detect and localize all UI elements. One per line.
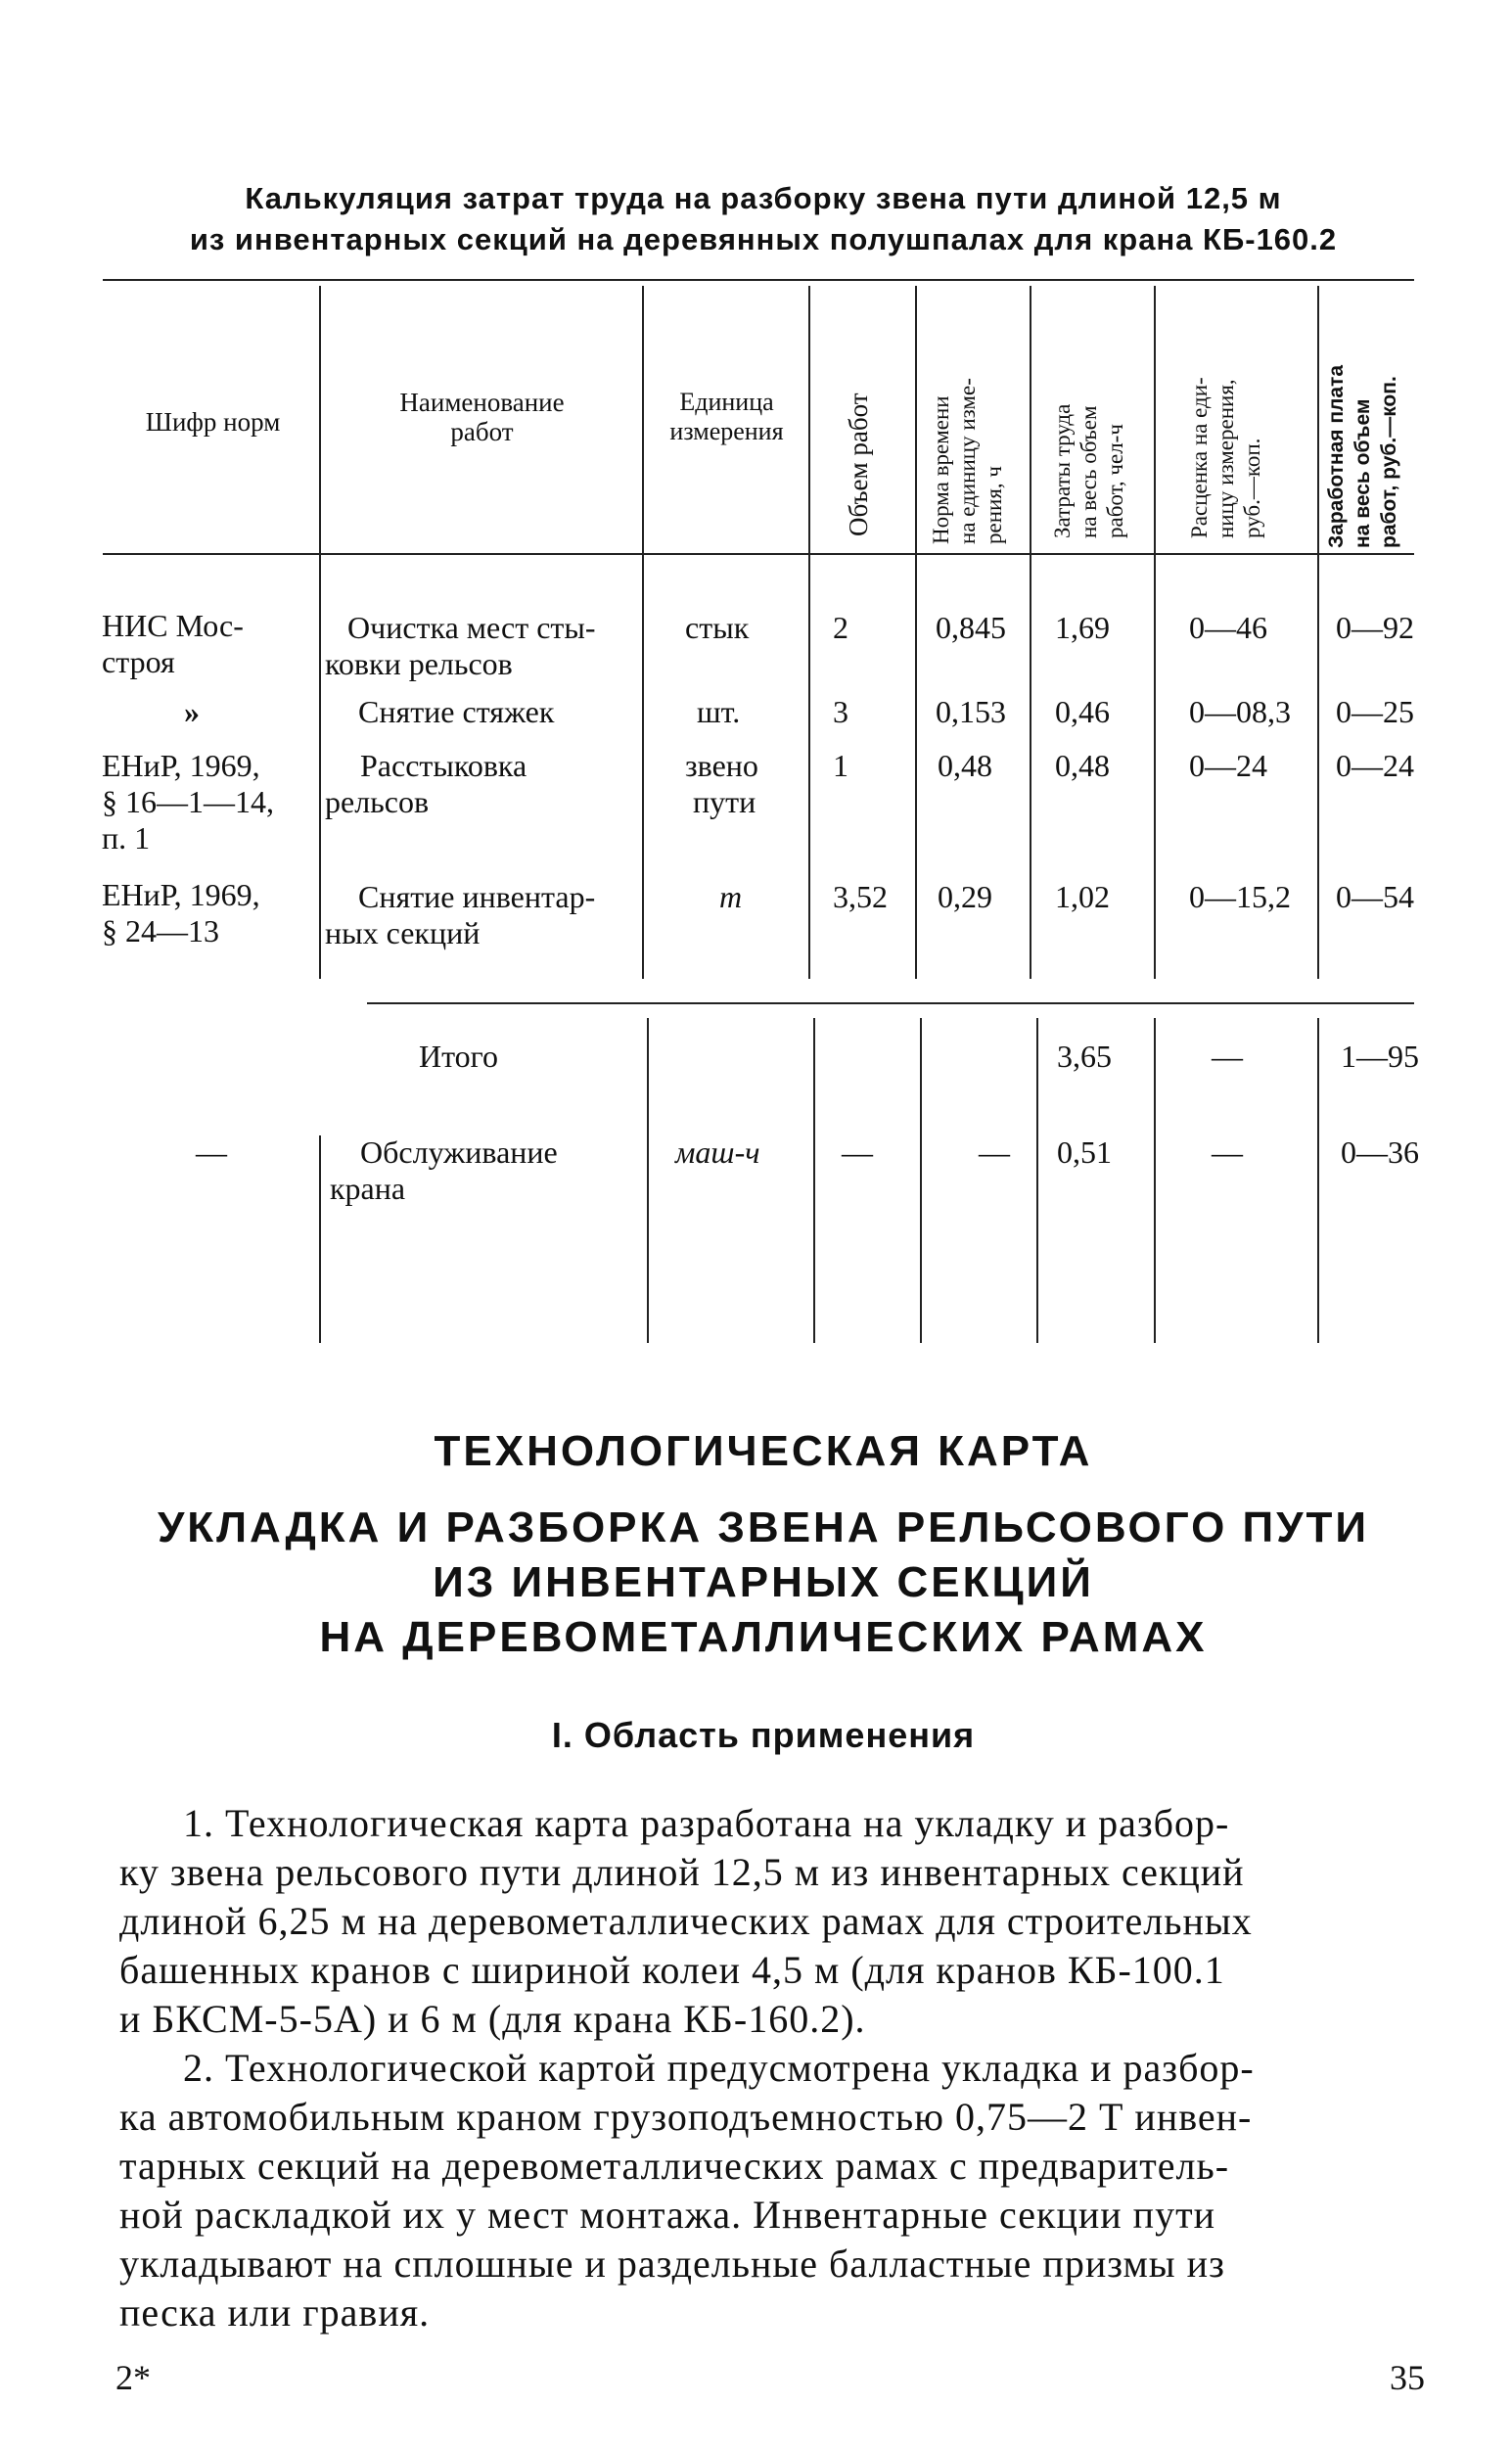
row4-norm: 0,29: [938, 879, 992, 914]
row4-name-2: ных секций: [325, 915, 481, 950]
row3-code-2: § 16—1—14,: [102, 784, 274, 819]
crane-unit: маш-ч: [675, 1134, 760, 1170]
header-volume: Объем работ: [844, 393, 873, 536]
row4-unit: т: [719, 879, 743, 914]
total-wage: 1—95: [1341, 1039, 1419, 1074]
document-title: [117, 1424, 1409, 1665]
p2-line-3: тарных секций на деревометаллических рамах с предваритель-: [119, 2144, 1230, 2188]
signature-mark: 2*: [115, 2358, 151, 2397]
row3-code-1: ЕНиР, 1969,: [102, 748, 260, 783]
p1-line-2: ку звена рельсового пути длиной 12,5 м из инвентарных секций: [119, 1850, 1245, 1894]
title-line-2: УКЛАДКА И РАЗБОРКА ЗВЕНА РЕЛЬСОВОГО ПУТИ: [157, 1503, 1370, 1551]
header-name-line-1: Наименование: [399, 388, 565, 417]
p2-line-5: укладывают на сплошные и раздельные балластные призмы из: [119, 2242, 1225, 2286]
p1-line-5: и БКСМ-5-5А) и 6 м (для крана КБ-160.2).: [119, 1997, 866, 2041]
row3-volume: 1: [833, 748, 848, 783]
title-line-3: ИЗ ИНВЕНТАРНЫХ СЕКЦИЙ: [433, 1558, 1094, 1606]
header-unit: [646, 388, 807, 446]
crane-rate: —: [1212, 1134, 1243, 1170]
total-labor: 3,65: [1057, 1039, 1112, 1074]
row4-code-2: § 24—13: [102, 913, 219, 948]
row4-wage: 0—54: [1336, 879, 1414, 914]
row4-volume: 3,52: [833, 879, 888, 914]
row3-name-2: рельсов: [325, 784, 430, 819]
p1-line-1: 1. Технологическая карта разработана на укладку и разбор-: [183, 1801, 1230, 1845]
crane-wage: 0—36: [1341, 1134, 1419, 1170]
row2-name-1: Снятие стяжек: [358, 694, 555, 729]
row4-labor: 1,02: [1055, 879, 1110, 914]
row1-code-2: строя: [102, 644, 175, 679]
row3-norm: 0,48: [938, 748, 992, 783]
p2-line-4: ной раскладкой их у мест монтажа. Инвентарные секции пути: [119, 2193, 1215, 2237]
header-labor-line-1: Затраты труда: [1050, 403, 1075, 538]
crane-norm: —: [979, 1134, 1010, 1170]
header-wage: [1323, 365, 1402, 548]
header-rate: [1186, 377, 1265, 538]
row2-code-ditto: »: [184, 694, 200, 729]
row1-wage: 0—92: [1336, 610, 1414, 645]
row3-rate: 0—24: [1189, 748, 1267, 783]
header-name-line-2: работ: [450, 417, 514, 446]
section-heading: I. Область применения: [551, 1715, 976, 1755]
header-norm-line-1: Норма времени: [929, 395, 953, 544]
title-line-4: НА ДЕРЕВОМЕТАЛЛИЧЕСКИХ РАМАХ: [319, 1613, 1208, 1661]
crane-volume: —: [842, 1134, 873, 1170]
row3-name-1: Расстыковка: [360, 748, 527, 783]
header-rate-line-2: ницу измерения,: [1214, 379, 1238, 538]
crane-code: —: [196, 1134, 227, 1170]
header-norm: [928, 378, 1007, 544]
header-wage-line-3: работ, руб.—коп.: [1378, 376, 1400, 548]
caption-line-2: из инвентарных секций на деревянных полушпалах для крана КБ-160.2: [189, 222, 1338, 256]
row2-norm: 0,153: [936, 694, 1006, 729]
caption-line-1: Калькуляция затрат труда на разборку звена пути длиной 12,5 м: [245, 181, 1282, 215]
header-name: [323, 388, 641, 446]
row1-code-1: НИС Мос-: [102, 608, 244, 643]
header-wage-line-1: Заработная плата: [1325, 364, 1348, 548]
row1-norm: 0,845: [936, 610, 1006, 645]
row2-rate: 0—08,3: [1189, 694, 1291, 729]
paragraph-1: [119, 1799, 1436, 2044]
row3-wage: 0—24: [1336, 748, 1414, 783]
row4-code-1: ЕНиР, 1969,: [102, 877, 260, 912]
header-unit-line-2: измерения: [669, 417, 784, 445]
header-rate-line-1: Расценка на еди-: [1187, 377, 1212, 538]
p2-line-6: песка или гравия.: [119, 2290, 431, 2335]
row2-unit: шт.: [697, 694, 741, 729]
crane-labor: 0,51: [1057, 1134, 1112, 1170]
row1-rate: 0—46: [1189, 610, 1267, 645]
row2-volume: 3: [833, 694, 848, 729]
header-labor-line-2: на весь объем: [1077, 405, 1101, 538]
row3-code-3: п. 1: [102, 820, 151, 856]
row2-labor: 0,46: [1055, 694, 1110, 729]
p1-line-3: длиной 6,25 м на деревометаллических рамах для строительных: [119, 1899, 1253, 1943]
p1-line-4: башенных кранов с шириной колеи 4,5 м (для кранов КБ-100.1: [119, 1948, 1225, 1992]
row2-wage: 0—25: [1336, 694, 1414, 729]
total-rate: —: [1212, 1039, 1243, 1074]
header-labor: [1049, 404, 1128, 538]
p2-line-1: 2. Технологической картой предусмотрена укладка и разбор-: [183, 2046, 1255, 2090]
title-line-1: ТЕХНОЛОГИЧЕСКАЯ КАРТА: [434, 1427, 1093, 1475]
row1-volume: 2: [833, 610, 848, 645]
header-rate-line-3: руб.—коп.: [1240, 438, 1264, 538]
header-norm-line-3: рения, ч: [982, 466, 1006, 544]
row1-labor: 1,69: [1055, 610, 1110, 645]
paragraph-2: [119, 2044, 1436, 2337]
header-unit-line-1: Единица: [679, 388, 774, 416]
row3-unit-2: пути: [693, 784, 756, 819]
row3-labor: 0,48: [1055, 748, 1110, 783]
row3-unit-1: звено: [685, 748, 758, 783]
header-norm-line-2: на единицу изме-: [955, 378, 980, 544]
row1-name-1: Очистка мест сты-: [347, 610, 596, 645]
crane-name-2: крана: [330, 1171, 406, 1206]
header-labor-line-3: работ, чел-ч: [1103, 424, 1127, 538]
row1-unit: стык: [685, 610, 750, 645]
header-code: Шифр норм: [145, 407, 281, 437]
header-wage-line-2: на весь объем: [1352, 398, 1374, 548]
row1-name-2: ковки рельсов: [325, 646, 513, 681]
total-label: Итого: [419, 1039, 498, 1074]
p2-line-2: ка автомобильным краном грузоподъемностью 0,75—2 Т инвен-: [119, 2095, 1253, 2139]
row4-name-1: Снятие инвентар-: [358, 879, 596, 914]
row4-rate: 0—15,2: [1189, 879, 1291, 914]
crane-name-1: Обслуживание: [360, 1134, 558, 1170]
page-number: 35: [1390, 2358, 1425, 2397]
